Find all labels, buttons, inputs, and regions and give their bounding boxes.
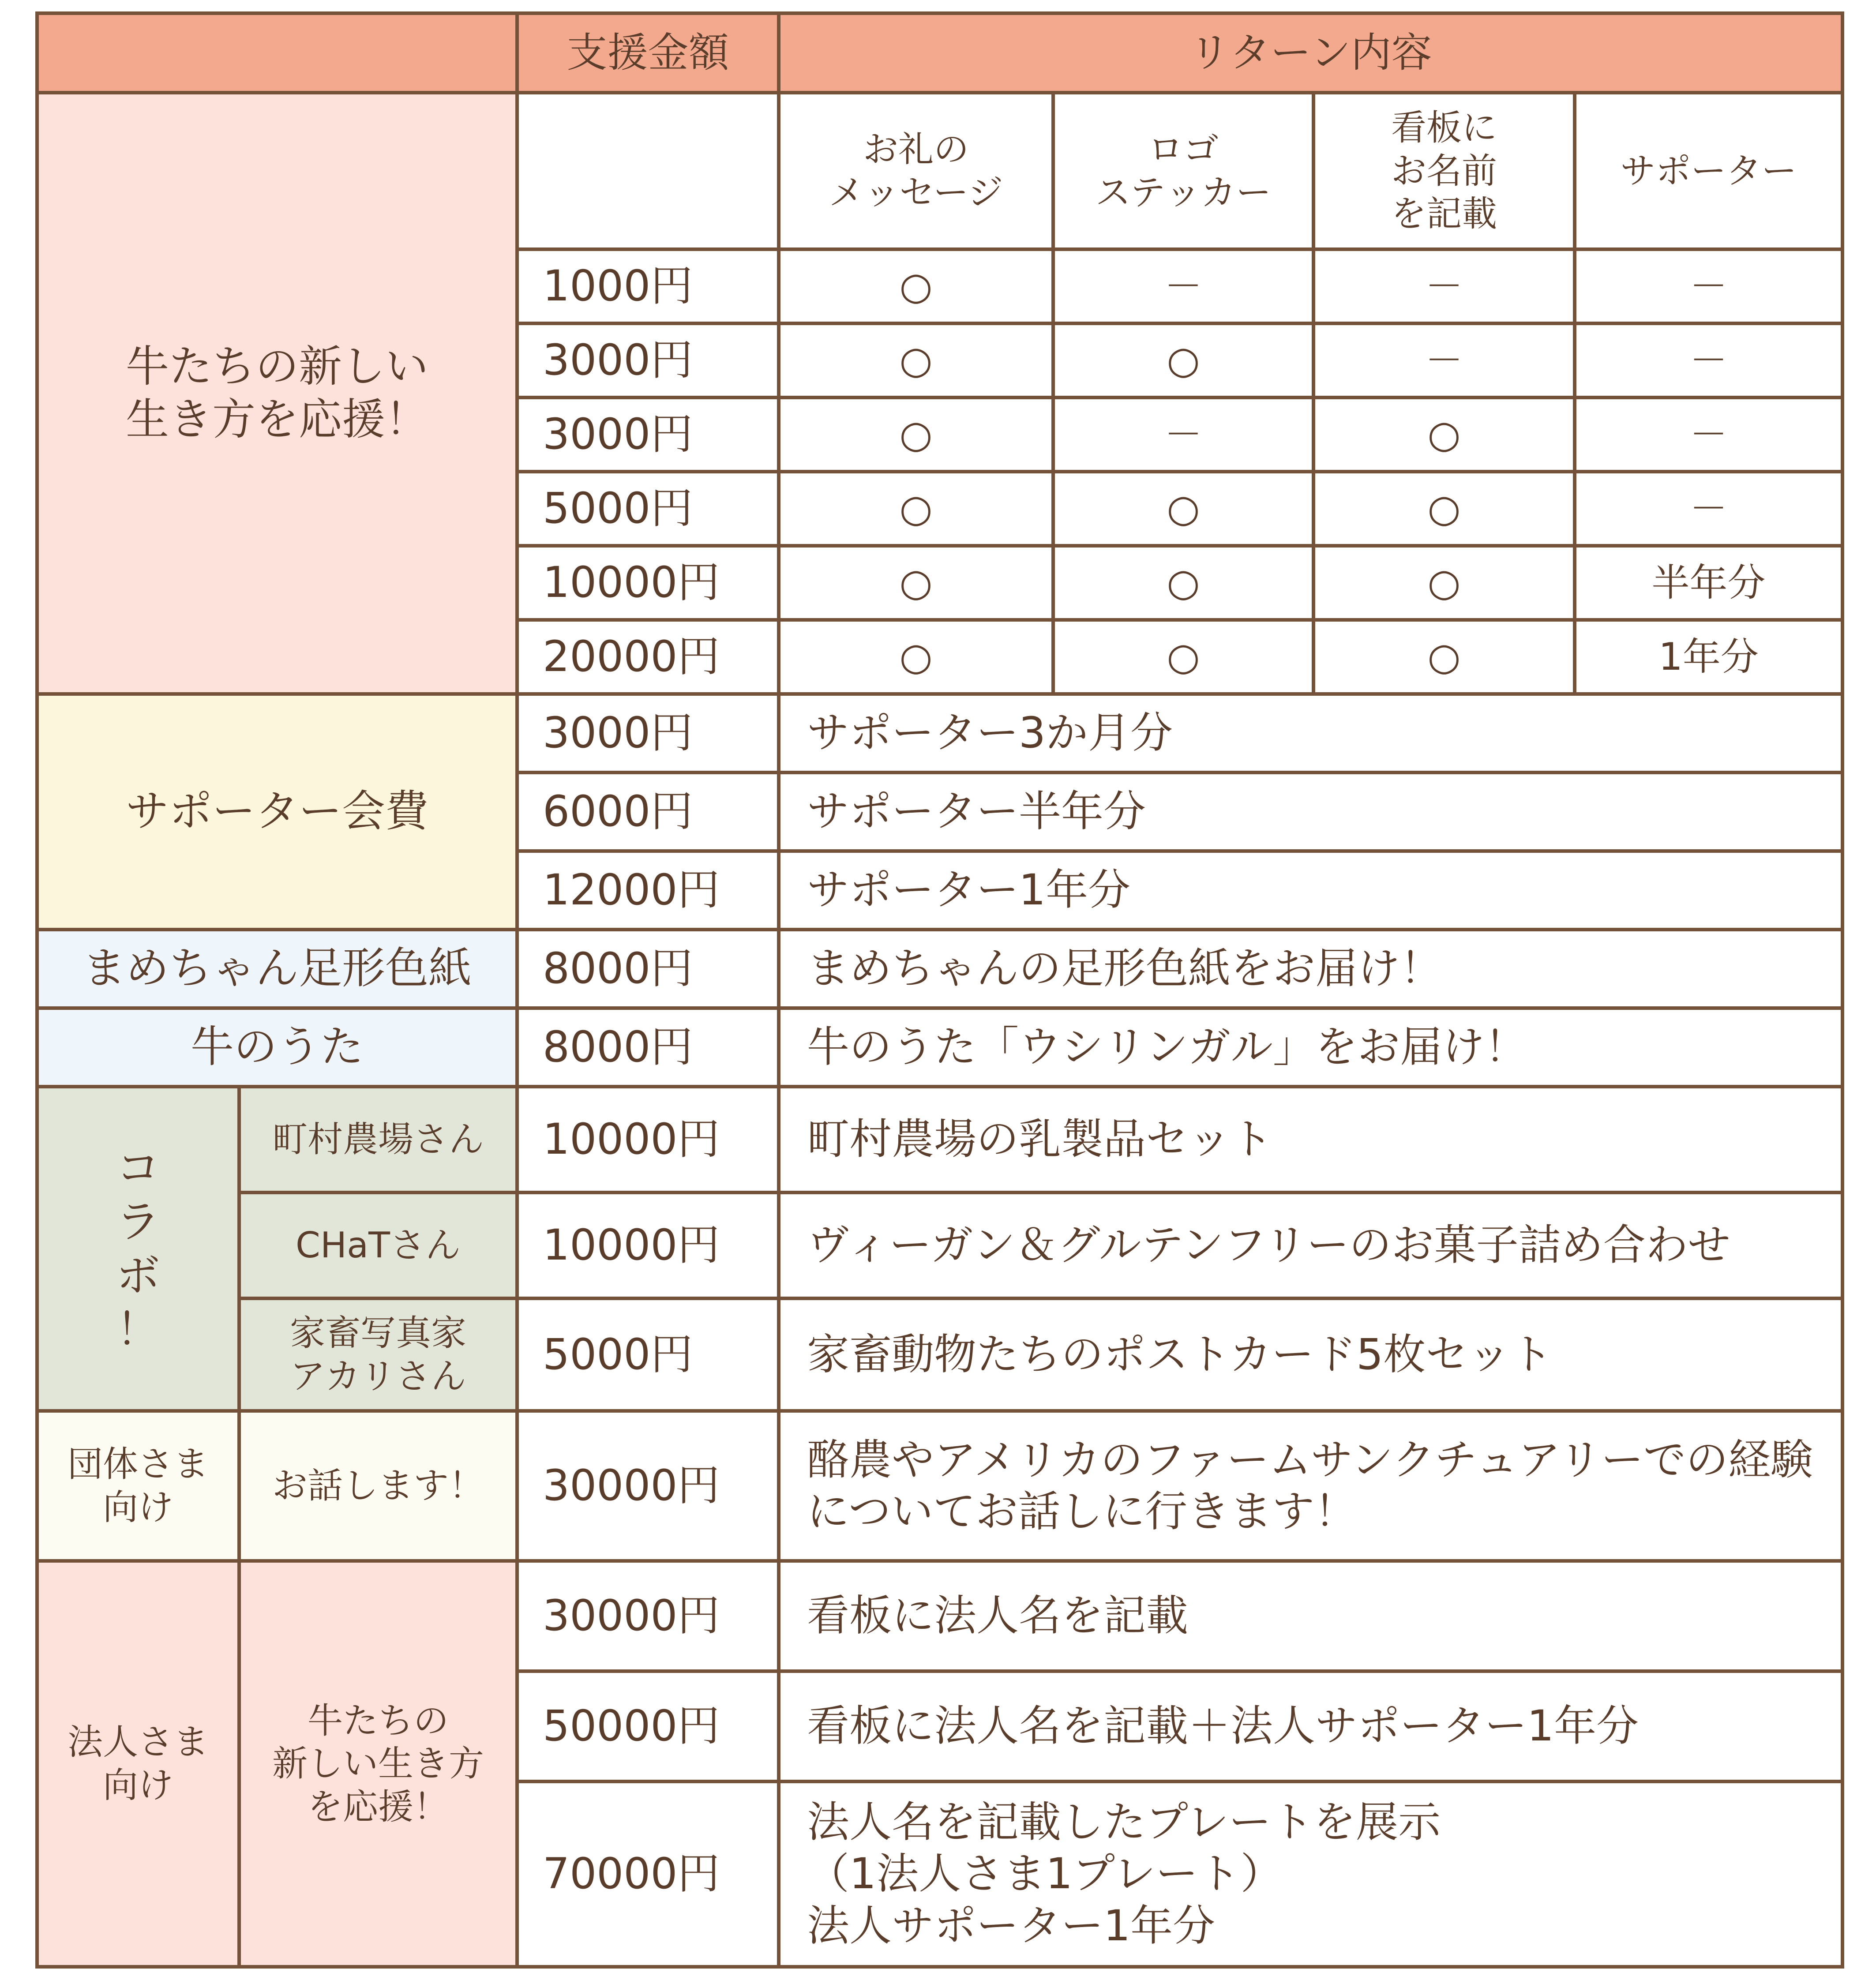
group1-label — [37, 93, 517, 694]
mark-cell: ○ — [1053, 546, 1313, 620]
mark-cell: － — [1575, 323, 1842, 398]
header-amount: 支援金額 — [517, 13, 779, 93]
table-row — [37, 1298, 1842, 1411]
subheader-line: お礼の — [863, 128, 969, 170]
mark-cell: － — [1575, 472, 1842, 546]
mark-cell: － — [1575, 249, 1842, 323]
description-line: 看板に法人名を記載＋法人サポーター1年分 — [807, 1701, 1639, 1751]
description-cell: 家畜動物たちのポストカード5枚セット — [779, 1298, 1842, 1411]
mark-cell: ○ — [779, 249, 1053, 323]
description-line: 法人サポーター1年分 — [807, 1901, 1216, 1950]
amount-cell: 3000円 — [517, 398, 779, 472]
mark-cell: － — [1053, 249, 1313, 323]
description-cell: サポーター3か月分 — [779, 694, 1842, 772]
group5-sub-label: お話します！ — [239, 1411, 517, 1561]
amount-cell: 6000円 — [517, 772, 779, 851]
subheader-line: を記載 — [1391, 193, 1497, 235]
description-cell: ヴィーガン＆グルテンフリーのお菓子詰め合わせ — [779, 1192, 1842, 1298]
mark-cell: ○ — [1313, 620, 1575, 694]
mark-cell: ○ — [1313, 546, 1575, 620]
group5-label-line: 向け — [103, 1487, 173, 1528]
table-row — [37, 1561, 1842, 1671]
header-returns: リターン内容 — [779, 13, 1842, 93]
description-cell: 町村農場の乳製品セット — [779, 1087, 1842, 1192]
reward-table — [35, 11, 1844, 1969]
group6-sub-label-line: を応援！ — [308, 1786, 449, 1827]
header-row — [37, 13, 1842, 93]
subheader-line: メッセージ — [829, 172, 1003, 213]
subheader-supporter: サポーター — [1575, 93, 1842, 249]
table-row — [37, 1087, 1842, 1192]
group6-label — [37, 1561, 239, 1967]
amount-cell: 30000円 — [517, 1411, 779, 1561]
partner-line: 町村農場さん — [272, 1119, 484, 1160]
group4-label-char: コ — [116, 1142, 160, 1194]
subheader-line: お名前 — [1391, 150, 1497, 191]
description-cell: サポーター半年分 — [779, 772, 1842, 851]
group1-label-line: 生き方を応援！ — [125, 394, 428, 445]
mark-cell: － — [1313, 323, 1575, 398]
partner-line: アカリさん — [290, 1355, 466, 1397]
amount-cell: 10000円 — [517, 546, 779, 620]
description-line: 看板に法人名を記載 — [807, 1591, 1188, 1641]
mark-cell: ○ — [779, 620, 1053, 694]
mark-cell: ○ — [1053, 620, 1313, 694]
subheader-amount-blank — [517, 93, 779, 249]
group6-sub-label — [239, 1561, 517, 1967]
group4-label-char: ！ — [116, 1303, 160, 1355]
mark-cell: ○ — [1313, 472, 1575, 546]
group5-label-line: 団体さま — [68, 1444, 209, 1485]
amount-cell: 70000円 — [517, 1781, 779, 1967]
mark-cell: ○ — [1053, 323, 1313, 398]
mark-cell: ○ — [779, 546, 1053, 620]
description-line: についてお話しに行きます！ — [807, 1487, 1357, 1536]
mark-cell: ○ — [779, 398, 1053, 472]
mark-cell: ○ — [1053, 472, 1313, 546]
amount-cell: 8000円 — [517, 1008, 779, 1087]
subheader-thanks-message — [779, 93, 1053, 249]
partner-line: CHaTさん — [296, 1225, 461, 1266]
amount-cell: 3000円 — [517, 323, 779, 398]
description-cell — [779, 1671, 1842, 1781]
description-cell: サポーター1年分 — [779, 851, 1842, 930]
group4-label-char: ボ — [116, 1249, 160, 1301]
table-row — [37, 930, 1842, 1008]
group6-label-line: 向け — [103, 1765, 173, 1806]
partner-cell — [239, 1298, 517, 1411]
amount-cell: 8000円 — [517, 930, 779, 1008]
subheader-line: ロゴ — [1148, 128, 1219, 170]
group2-label: サポーター会費 — [37, 694, 517, 930]
amount-cell: 5000円 — [517, 1298, 779, 1411]
subheader-row — [37, 93, 1842, 249]
amount-cell: 3000円 — [517, 694, 779, 772]
mark-cell: － — [1575, 398, 1842, 472]
table-row — [37, 694, 1842, 772]
description-line: 法人名を記載したプレートを展示 — [807, 1797, 1441, 1847]
subheader-logo-sticker — [1053, 93, 1313, 249]
table-row — [37, 1192, 1842, 1298]
mark-cell: 1年分 — [1575, 620, 1842, 694]
group6-sub-label-line: 新しい生き方 — [272, 1743, 484, 1785]
amount-cell: 30000円 — [517, 1561, 779, 1671]
group4-label — [37, 1087, 239, 1411]
table-row — [37, 1008, 1842, 1087]
group6-sub-label-line: 牛たちの — [308, 1700, 449, 1741]
mark-cell: － — [1053, 398, 1313, 472]
amount-cell: 12000円 — [517, 851, 779, 930]
amount-cell: 10000円 — [517, 1192, 779, 1298]
description-cell — [779, 1561, 1842, 1671]
group4-label-char: ラ — [116, 1196, 160, 1248]
mark-cell: － — [1313, 249, 1575, 323]
mark-cell: ○ — [779, 472, 1053, 546]
group6-label-line: 法人さま — [68, 1721, 209, 1763]
subheader-name-on-sign — [1313, 93, 1575, 249]
description-line: 酪農やアメリカのファームサンクチュアリーでの経験 — [807, 1435, 1813, 1485]
partner-cell — [239, 1087, 517, 1192]
description-cell: 牛のうた「ウシリンガル」をお届け！ — [779, 1008, 1842, 1087]
amount-cell: 10000円 — [517, 1087, 779, 1192]
amount-cell: 1000円 — [517, 249, 779, 323]
mark-cell: ○ — [779, 323, 1053, 398]
header-blank — [37, 13, 517, 93]
amount-cell: 20000円 — [517, 620, 779, 694]
group3-label: 牛のうた — [37, 1008, 517, 1087]
subheader-line: 看板に — [1391, 107, 1497, 149]
description-cell: まめちゃんの足形色紙をお届け！ — [779, 930, 1842, 1008]
description-cell — [779, 1411, 1842, 1561]
mark-cell: 半年分 — [1575, 546, 1842, 620]
description-line: （1法人さま1プレート） — [807, 1849, 1283, 1899]
partner-cell — [239, 1192, 517, 1298]
group5-label — [37, 1411, 239, 1561]
table-row — [37, 1411, 1842, 1561]
subheader-line: ステッカー — [1095, 172, 1272, 213]
group3-label: まめちゃん足形色紙 — [37, 930, 517, 1008]
amount-cell: 5000円 — [517, 472, 779, 546]
group1-label-line: 牛たちの新しい — [125, 341, 428, 392]
amount-cell: 50000円 — [517, 1671, 779, 1781]
mark-cell: ○ — [1313, 398, 1575, 472]
description-cell — [779, 1781, 1842, 1967]
partner-line: 家畜写真家 — [290, 1312, 466, 1354]
